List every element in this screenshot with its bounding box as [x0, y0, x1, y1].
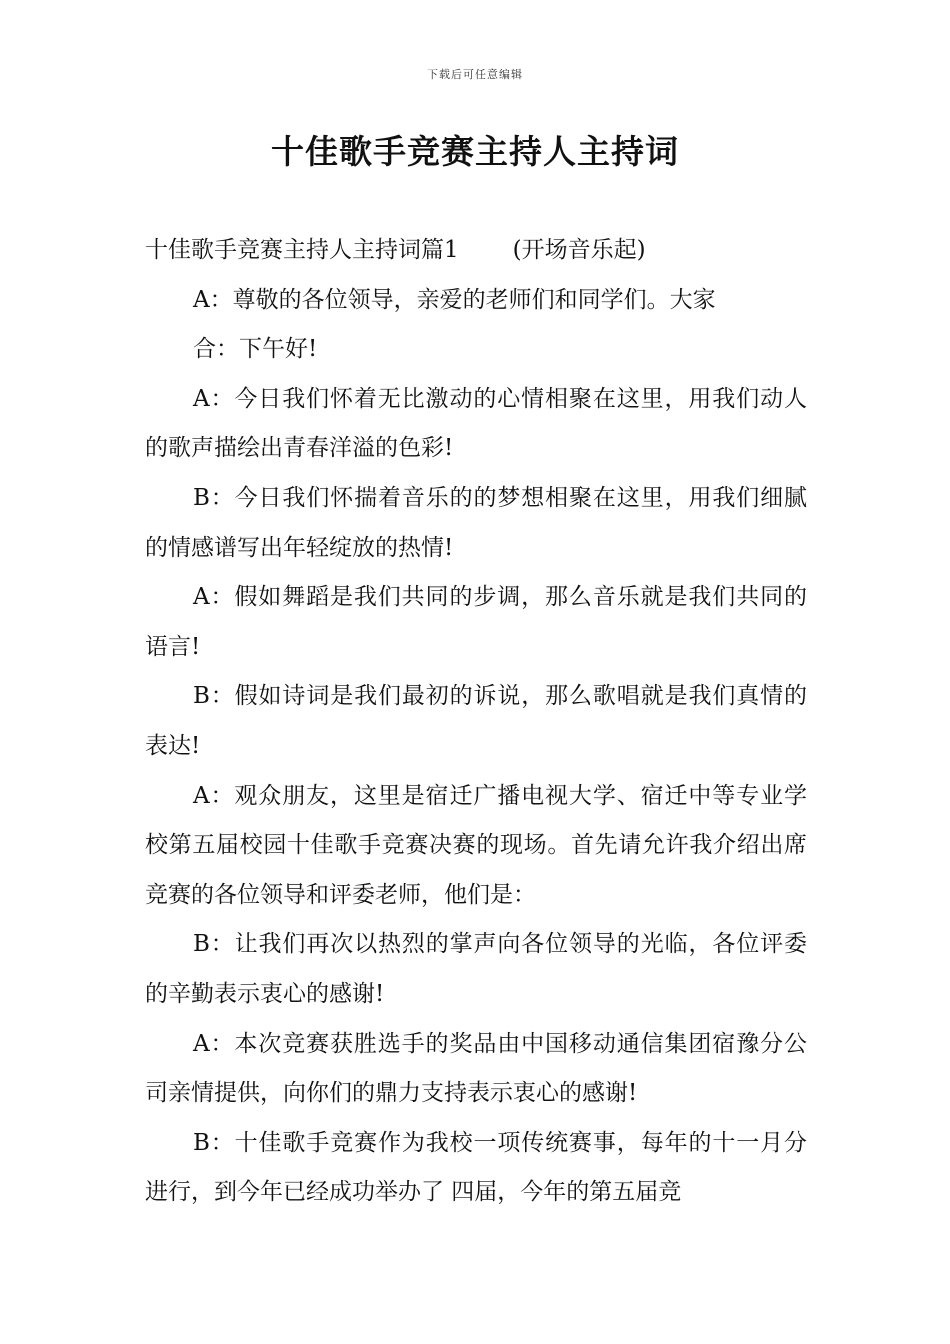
paragraph-9: A：本次竞赛获胜选手的奖品由中国移动通信集团宿豫分公司亲情提供，向你们的鼎力支持表示衷心的感谢! [145, 1030, 807, 1107]
paragraph-8: B：让我们再次以热烈的掌声向各位领导的光临，各位评委的辛勤表示衷心的感谢! [145, 931, 807, 1007]
paragraph-5: A：假如舞蹈是我们共同的步调，那么音乐就是我们共同的语言! [145, 584, 807, 660]
stage-direction: (开场音乐起) [512, 237, 646, 263]
paragraph-4: B：今日我们怀揣着音乐的的梦想相聚在这里，用我们细腻的情感谱写出年轻绽放的热情! [145, 484, 807, 561]
paragraph-7: A：观众朋友，这里是宿迁广播电视大学、宿迁中等专业学校第五届校园十佳歌手竞赛决赛的现场。首先请允许我介绍出席竞赛的各位领导和评委老师，他们是： [145, 782, 807, 908]
header-note: 下载后可任意编辑 [427, 68, 523, 81]
document-body [145, 226, 807, 1218]
document-title: 十佳歌手竞赛主持人主持词 [271, 132, 679, 171]
paragraph-10: B：十佳歌手竞赛作为我校一项传统赛事，每年的十一月分进行，到今年已经成功举办了 四届，今年的第五届竞 [145, 1129, 807, 1206]
section-heading-line [145, 226, 807, 276]
paragraph-1: A：尊敬的各位领导，亲爱的老师们和同学们。大家 [193, 286, 716, 313]
paragraph-3: A：今日我们怀着无比激动的心情相聚在这里，用我们动人的歌声描绘出青春洋溢的色彩! [145, 385, 807, 462]
paragraph-2: 合：下午好! [193, 336, 318, 363]
section-heading: 十佳歌手竞赛主持人主持词篇1 [145, 237, 459, 263]
paragraph-6: B：假如诗词是我们最初的诉说，那么歌唱就是我们真情的表达! [145, 683, 807, 759]
